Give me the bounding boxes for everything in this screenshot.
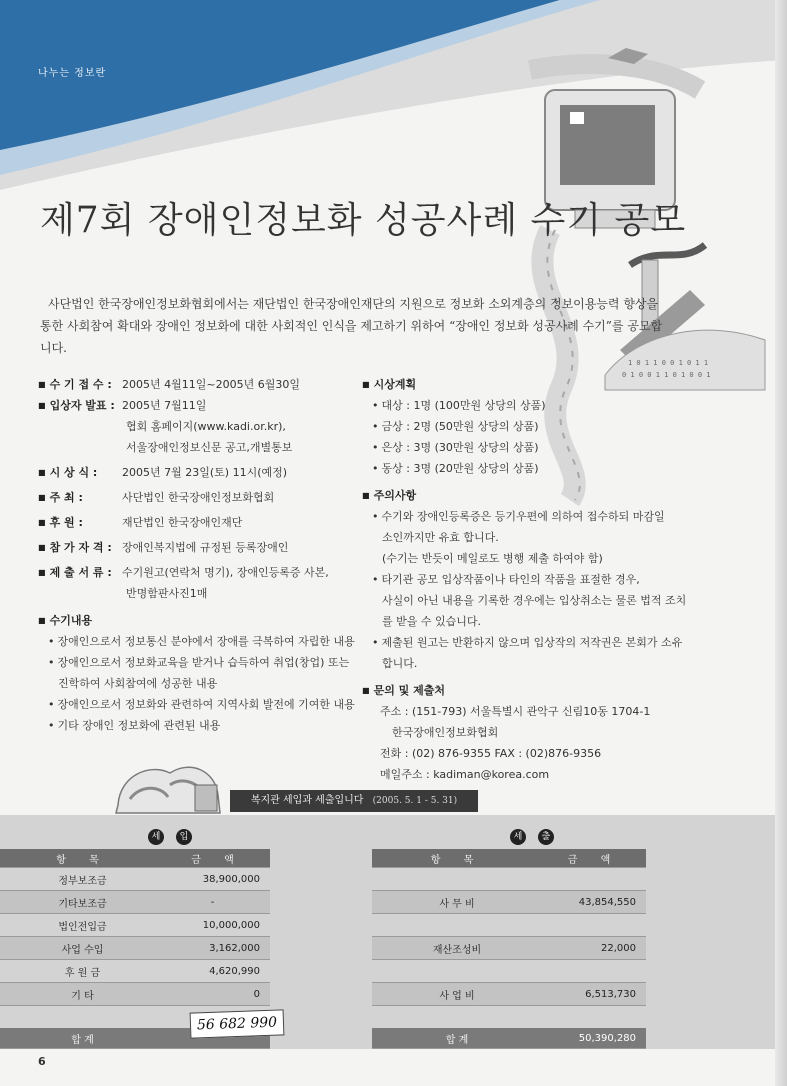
expense-item	[372, 960, 542, 983]
reception-label: ■ 수 기 접 수 :	[38, 374, 122, 395]
expense-label-1: 세	[510, 829, 526, 845]
ceremony-row	[38, 462, 358, 483]
announce-cont-1: 협회 홈페이지(www.kadi.or.kr),	[126, 420, 286, 433]
award-item-1: • 대상 : 1명 (100만원 상당의 상품)	[362, 395, 682, 416]
finance-banner-title: 복지관 세입과 세출입니다	[250, 795, 364, 806]
host-label: ■ 주 최 :	[38, 487, 122, 508]
reception-value: 2005년 4월11일~2005년 6월30일	[122, 378, 300, 391]
income-item: 정부보조금	[0, 868, 165, 891]
income-amount: 4,620,990	[165, 960, 270, 983]
note-1-cont-2: (수기는 반듯이 메일로도 병행 제출 하여야 함)	[382, 552, 603, 565]
awards-column	[362, 374, 687, 785]
income-label-2: 입	[176, 829, 192, 845]
section-tag: 나누는 정보란	[38, 68, 107, 79]
table-row	[0, 983, 787, 1006]
content-item-4: • 기타 장애인 정보화에 관련된 내용	[38, 715, 358, 736]
contact-org: 한국장애인정보화협회	[392, 726, 499, 739]
award-item-3: • 은상 : 3명 (30만원 상당의 상품)	[362, 437, 682, 458]
documents-cont: 반명함판사진1매	[126, 587, 208, 600]
income-item: 기타보조금	[0, 891, 165, 914]
reception-row	[38, 374, 358, 395]
expense-item	[372, 914, 542, 937]
income-col-item: 항 목	[0, 849, 165, 868]
income-amount: 38,900,000	[165, 868, 270, 891]
finance-total-row	[0, 1028, 787, 1049]
income-item: 후 원 금	[0, 960, 165, 983]
income-total-label: 합 계	[0, 1028, 165, 1049]
finance-banner	[230, 790, 478, 812]
sponsor-value: 재단법인 한국장애인재단	[122, 516, 243, 529]
note-1: • 수기와 장애인등록증은 등기우편에 의하여 접수하되 마감일	[362, 506, 682, 527]
host-row	[38, 487, 358, 508]
content-item-2: • 장애인으로서 정보화교육을 받거나 습득하여 취업(창업) 또는	[38, 652, 358, 673]
table-row	[0, 868, 787, 891]
ceremony-value: 2005년 7월 23일(토) 11시(예정)	[122, 466, 288, 479]
contact-email: 메일주소 : kadiman@korea.com	[380, 768, 550, 781]
expense-amount: 22,000	[542, 937, 646, 960]
awards-heading: ■ 시상계획	[362, 374, 682, 395]
host-value: 사단법인 한국장애인정보화협회	[122, 491, 275, 504]
announce-label: ■ 입상자 발표 :	[38, 395, 122, 416]
expense-total: 50,390,280	[542, 1028, 646, 1049]
page-title: 제7회 장애인정보화 성공사례 수기 공모	[40, 200, 687, 241]
income-col-amount: 금 액	[165, 849, 270, 868]
contact-heading: ■ 문의 및 제출처	[362, 680, 682, 701]
announce-row	[38, 395, 358, 416]
svg-text:0 1 0 0 1 1 0 1 0 0 1: 0 1 0 0 1 1 0 1 0 0 1	[622, 371, 711, 379]
expense-item	[372, 868, 542, 891]
documents-value: 수기원고(연락처 명기), 장애인등록증 사본,	[122, 566, 329, 579]
income-amount: 10,000,000	[165, 914, 270, 937]
eligibility-row	[38, 537, 358, 558]
award-item-4: • 동상 : 3명 (20만원 상당의 상품)	[362, 458, 682, 479]
intro-paragraph: 사단법인 한국장애인정보화협회에서는 재단법인 한국장애인재단의 지원으로 정보화 소외계층의 정보이용능력 향상을 통한 사회참여 확대와 장애인 정보화에 대한 사회적인 인식을 제고하기 위하여 “장애인 정보화 성공사례 수기”를 공모합니다.	[40, 297, 663, 355]
announce-value: 2005년 7월11일	[122, 399, 207, 412]
svg-text:1 0 1 1 0 0 1 0 1 1: 1 0 1 1 0 0 1 0 1 1	[628, 359, 709, 367]
expense-item: 사 업 비	[372, 983, 542, 1006]
page-number: 6	[38, 1055, 46, 1068]
content-heading: ■ 수기내용	[38, 610, 358, 631]
finance-table	[0, 849, 787, 1049]
sponsor-label: ■ 후 원 :	[38, 512, 122, 533]
content-item-3: • 장애인으로서 정보화와 관련하여 지역사회 발전에 기여한 내용	[38, 694, 358, 715]
eligibility-value: 장애인복지법에 규정된 등록장애인	[122, 541, 289, 554]
income-amount: 0	[165, 983, 270, 1006]
expense-item: 재산조성비	[372, 937, 542, 960]
expense-total-label: 합 계	[372, 1028, 542, 1049]
announce-cont-2: 서울장애인정보신문 공고,개별통보	[126, 441, 293, 454]
sponsor-row	[38, 512, 358, 533]
note-1-cont-1: 소인까지만 유효 합니다.	[382, 531, 499, 544]
note-2-cont-1: 사실이 아닌 내용을 기록한 경우에는 입상취소는 물론 법적 조치	[382, 594, 687, 607]
notes-heading: ■ 주의사항	[362, 485, 682, 506]
content-item-1: • 장애인으로서 정보통신 분야에서 장애를 극복하여 자립한 내용	[38, 631, 358, 652]
table-row	[0, 960, 787, 983]
note-2: • 타기관 공모 입상작품이나 타인의 작품을 표절한 경우,	[362, 569, 682, 590]
expense-amount	[542, 868, 646, 891]
documents-row	[38, 562, 358, 583]
finance-period: (2005. 5. 1 - 5. 31)	[372, 796, 458, 806]
details-column	[38, 374, 358, 736]
note-2-cont-2: 를 받을 수 있습니다.	[382, 615, 481, 628]
eligibility-label: ■ 참 가 자 격 :	[38, 537, 122, 558]
income-amount: 3,162,000	[165, 937, 270, 960]
stamp-illustration	[110, 755, 230, 817]
income-label-1: 세	[148, 829, 164, 845]
expense-amount	[542, 914, 646, 937]
income-item: 법인전입금	[0, 914, 165, 937]
income-amount: -	[165, 891, 270, 914]
content-item-2-cont: 진학하여 사회참여에 성공한 내용	[58, 677, 218, 690]
expense-label-2: 출	[538, 829, 554, 845]
table-row	[0, 937, 787, 960]
contact-phone: 전화 : (02) 876-9355 FAX : (02)876-9356	[380, 747, 602, 760]
expense-amount: 43,854,550	[542, 891, 646, 914]
note-3-cont: 합니다.	[382, 657, 418, 670]
page-edge	[775, 0, 787, 1086]
documents-label: ■ 제 출 서 류 :	[38, 562, 122, 583]
ceremony-label: ■ 시 상 식 :	[38, 462, 122, 483]
note-3: • 제출된 원고는 반환하지 않으며 입상작의 저작권은 본회가 소유	[362, 632, 682, 653]
table-row	[0, 914, 787, 937]
expense-col-item: 항 목	[372, 849, 542, 868]
income-item: 사업 수입	[0, 937, 165, 960]
award-item-2: • 금상 : 2명 (50만원 상당의 상품)	[362, 416, 682, 437]
contact-address: 주소 : (151-793) 서울특별시 관악구 신림10동 1704-1	[380, 705, 651, 718]
table-row	[0, 891, 787, 914]
income-total-handwritten: 56 682 990	[190, 1009, 285, 1038]
expense-item: 사 무 비	[372, 891, 542, 914]
expense-amount: 6,513,730	[542, 983, 646, 1006]
finance-header-row	[0, 849, 787, 868]
expense-amount	[542, 960, 646, 983]
income-item: 기 타	[0, 983, 165, 1006]
expense-col-amount: 금 액	[542, 849, 646, 868]
